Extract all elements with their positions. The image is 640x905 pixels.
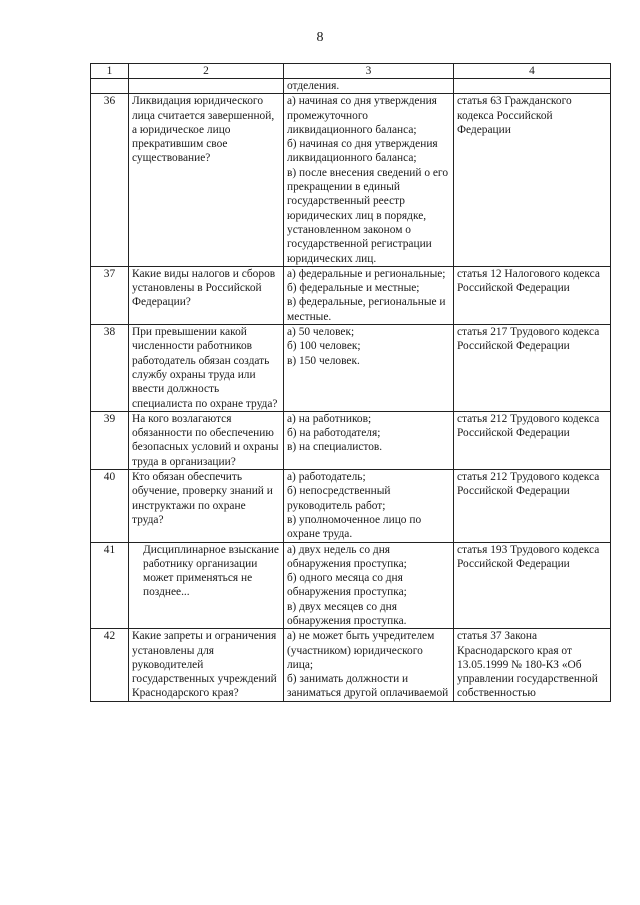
- question-cell: [129, 79, 284, 94]
- table-row: [91, 470, 611, 542]
- answers-cell: [284, 94, 454, 267]
- answer-option: в) на специалистов.: [287, 441, 383, 454]
- answer-option: б) 100 человек;: [287, 340, 361, 353]
- number-cell: 42: [91, 629, 129, 701]
- column-header: 3: [284, 64, 454, 79]
- number-cell: 39: [91, 411, 129, 469]
- answer-option: б) на работодателя;: [287, 427, 381, 440]
- page-number: 8: [316, 30, 324, 45]
- answer-option: в) двух месяцев со дня обнаружения проступка.: [287, 600, 407, 627]
- questions-table: [90, 63, 611, 702]
- question-cell: Какие запреты и ограничения установлены для руководителей государственных учреждений Краснодарского края?: [129, 629, 284, 701]
- number-cell: 37: [91, 266, 129, 324]
- question-cell: Ликвидация юридического лица считается завершенной, а юридическое лицо прекратившим свое существование?: [129, 94, 284, 267]
- number-cell: [91, 79, 129, 94]
- answer-option: а) работодатель;: [287, 471, 366, 484]
- question-cell: Какие виды налогов и сборов установлены в Российской Федерации?: [129, 266, 284, 324]
- question-cell: На кого возлагаются обязанности по обеспечению безопасных условий и охраны труда в организации?: [129, 411, 284, 469]
- answer-option: а) 50 человек;: [287, 326, 355, 339]
- source-cell: [454, 79, 611, 94]
- answer-option: б) одного месяца со дня обнаружения проступка;: [287, 572, 407, 599]
- column-header: 2: [129, 64, 284, 79]
- table-row: [91, 325, 611, 412]
- question-cell: Дисциплинарное взыскание работнику организации может применяться не позднее...: [129, 542, 284, 629]
- answers-cell: [284, 411, 454, 469]
- question-cell: Кто обязан обеспечить обучение, проверку знаний и инструктажи по охране труда?: [129, 470, 284, 542]
- source-cell: статья 212 Трудового кодекса Российской Федерации: [454, 470, 611, 542]
- table-row: [91, 94, 611, 267]
- question-cell: При превышении какой численности работников работодатель обязан создать службу охраны труда или ввести должность специалиста по охране труда?: [129, 325, 284, 412]
- number-cell: 38: [91, 325, 129, 412]
- continuation-row: [91, 79, 611, 94]
- source-cell: статья 193 Трудового кодекса Российской Федерации: [454, 542, 611, 629]
- source-cell: статья 12 Налогового кодекса Российской Федерации: [454, 266, 611, 324]
- column-header: 4: [454, 64, 611, 79]
- source-cell: статья 63 Гражданского кодекса Российской Федерации: [454, 94, 611, 267]
- answers-cell: [284, 325, 454, 412]
- answer-option: б) непосредственный руководитель работ;: [287, 485, 391, 512]
- answer-option: в) федеральные, региональные и местные.: [287, 296, 446, 323]
- answer-option: отделения.: [287, 80, 340, 92]
- answer-option: а) начиная со дня утверждения промежуточного ликвидационного баланса;: [287, 95, 437, 136]
- answers-cell: [284, 542, 454, 629]
- table-row: [91, 542, 611, 629]
- header-row: [91, 64, 611, 79]
- source-cell: статья 37 Закона Краснодарского края от 13.05.1999 № 180-КЗ «Об управлении государственной собственностью: [454, 629, 611, 701]
- answer-option: в) уполномоченное лицо по охране труда.: [287, 513, 422, 541]
- source-cell: статья 212 Трудового кодекса Российской Федерации: [454, 411, 611, 469]
- table-row: [91, 266, 611, 324]
- table-row: [91, 629, 611, 701]
- answer-option: в) после внесения сведений о его прекращении в единый государственный реестр юридических лиц в порядке, установленном законом о государственной регистрации юридических лиц.: [287, 166, 449, 265]
- answers-cell: [284, 79, 454, 94]
- answer-option: а) федеральные и региональные;: [287, 267, 446, 280]
- answer-option: а) не может быть учредителем (участником) юридического лица;: [287, 630, 435, 671]
- table-row: [91, 411, 611, 469]
- column-header: 1: [91, 64, 129, 79]
- source-cell: статья 217 Трудового кодекса Российской Федерации: [454, 325, 611, 412]
- answers-cell: [284, 266, 454, 324]
- answers-cell: [284, 629, 454, 701]
- number-cell: 41: [91, 542, 129, 629]
- number-cell: 40: [91, 470, 129, 542]
- answer-option: а) на работников;: [287, 412, 372, 425]
- answer-option: в) 150 человек.: [287, 354, 360, 367]
- answer-option: б) начиная со дня утверждения ликвидационного баланса;: [287, 138, 438, 165]
- answers-cell: [284, 470, 454, 542]
- number-cell: 36: [91, 94, 129, 267]
- answer-option: а) двух недель со дня обнаружения проступка;: [287, 543, 407, 570]
- answer-option: б) занимать должности и заниматься другой оплачиваемой: [287, 673, 449, 700]
- answer-option: б) федеральные и местные;: [287, 282, 420, 295]
